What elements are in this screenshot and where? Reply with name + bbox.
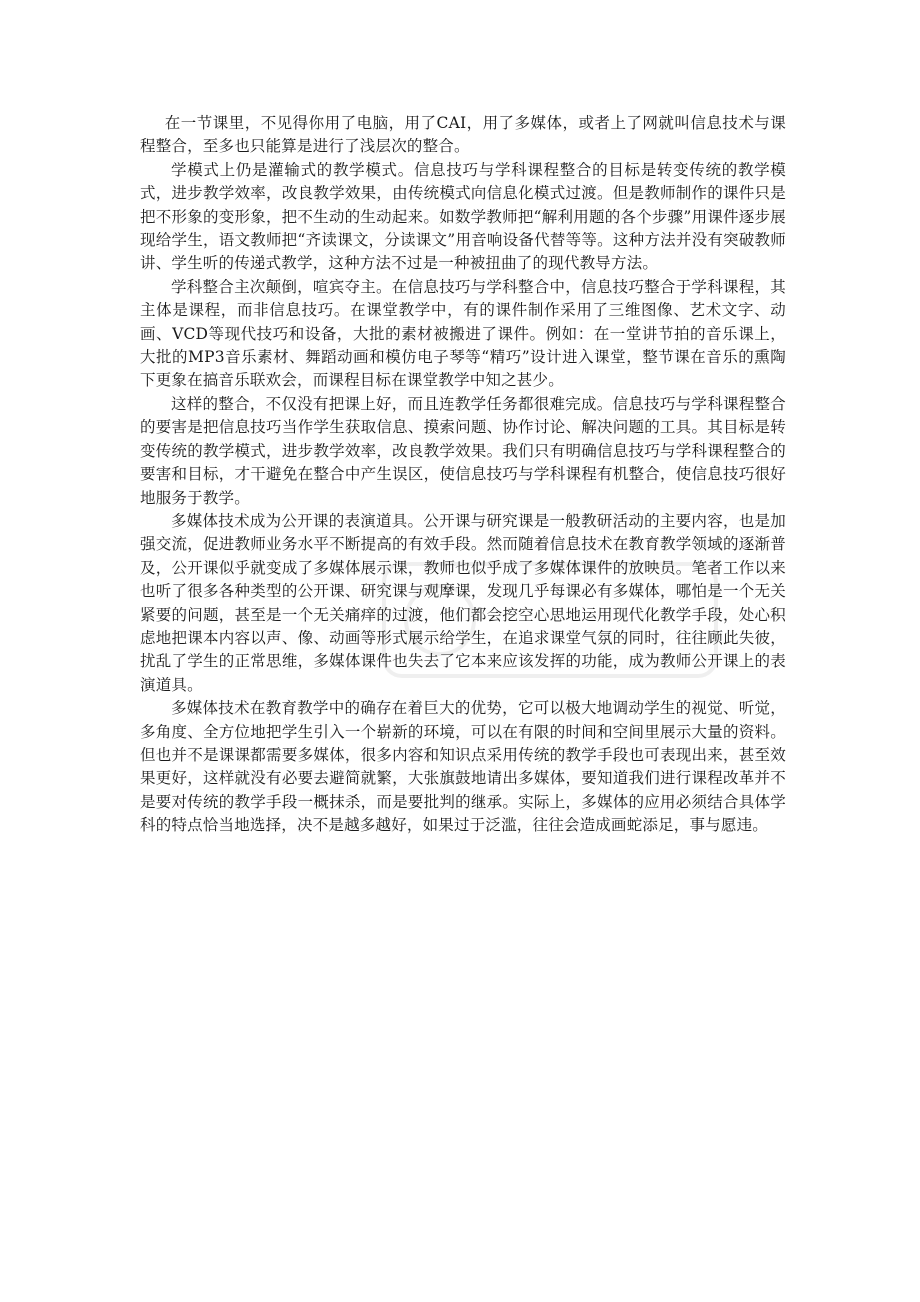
paragraph-6: 多媒体技术在教育教学中的确存在着巨大的优势，它可以极大地调动学生的视觉、听觉，多角度、全方位地把学生引入一个崭新的环境，可以在有限的时间和空间里展示大量的资料。但也并不是课课都需要多媒体，很多内容和知识点采用传统的教学手段也可表现出来，甚至效果更好，这样就没有必要去避简就繁，大张旗鼓地请出多媒体，要知道我们进行课程改革并不是要对传统的教学手段一概抹杀，而是要批判的继承。实际上，多媒体的应用必须结合具体学科的特点恰当地选择，决不是越多越好，如果过于泛滥，往往会造成画蛇添足，事与愿违。: [140, 699, 786, 835]
paragraph-3: 学科整合主次颠倒，喧宾夺主。在信息技巧与学科整合中，信息技巧整合于学科课程，其主体是课程，而非信息技巧。在课堂教学中，有的课件制作采用了三维图像、艺术文字、动画、VCD等现代技巧和设备，大批的素材被搬进了课件。例如：在一堂讲节拍的音乐课上，大批的MP3音乐素材、舞蹈动画和模仿电子琴等“精巧”设计进入课堂，整节课在音乐的熏陶下更象在搞音乐联欢会，而课程目标在课堂教学中知之甚少。: [140, 277, 786, 390]
paragraph-4: 这样的整合，不仅没有把课上好，而且连教学任务都很难完成。信息技巧与学科课程整合的要害是把信息技巧当作学生获取信息、摸索问题、协作讨论、解决问题的工具。其目标是转变传统的教学模式，进步教学效率，改良教学效果。我们只有明确信息技巧与学科课程整合的要害和目标，才干避免在整合中产生误区，使信息技巧与学科课程有机整合，使信息技巧很好地服务于教学。: [140, 394, 786, 507]
paragraph-2: 学模式上仍是灌输式的教学模式。信息技巧与学科课程整合的目标是转变传统的教学模式，进步教学效率，改良教学效果，由传统模式向信息化模式过渡。但是教师制作的课件只是把不形象的变形象，把不生动的生动起来。如数学教师把“解利用题的各个步骤”用课件逐步展现给学生，语文教师把“齐读课文，分读课文”用音响设备代替等等。这种方法并没有突破教师讲、学生听的传递式教学，这种方法不过是一种被扭曲了的现代教导方法。: [140, 160, 786, 273]
paragraph-5: 多媒体技术成为公开课的表演道具。公开课与研究课是一般教研活动的主要内容，也是加强交流，促进教师业务水平不断提高的有效手段。然而随着信息技术在教育教学领域的逐渐普及，公开课似乎就变成了多媒体展示课，教师也似乎成了多媒体课件的放映员。笔者工作以来也听了很多各种类型的公开课、研究课与观摩课，发现几乎每课必有多媒体，哪怕是一个无关紧要的问题，甚至是一个无关痛痒的过渡，他们都会挖空心思地运用现代化教学手段，处心积虑地把课本内容以声、像、动画等形式展示给学生，在追求课堂气氛的同时，往往顾此失彼，扰乱了学生的正常思维，多媒体课件也失去了它本来应该发挥的功能，成为教师公开课上的表演道具。: [140, 511, 786, 694]
document-body: [140, 112, 786, 838]
paragraph-1: 在一节课里，不见得你用了电脑，用了CAI，用了多媒体，或者上了网就叫信息技术与课程整合，至多也只能算是进行了浅层次的整合。: [140, 114, 786, 156]
